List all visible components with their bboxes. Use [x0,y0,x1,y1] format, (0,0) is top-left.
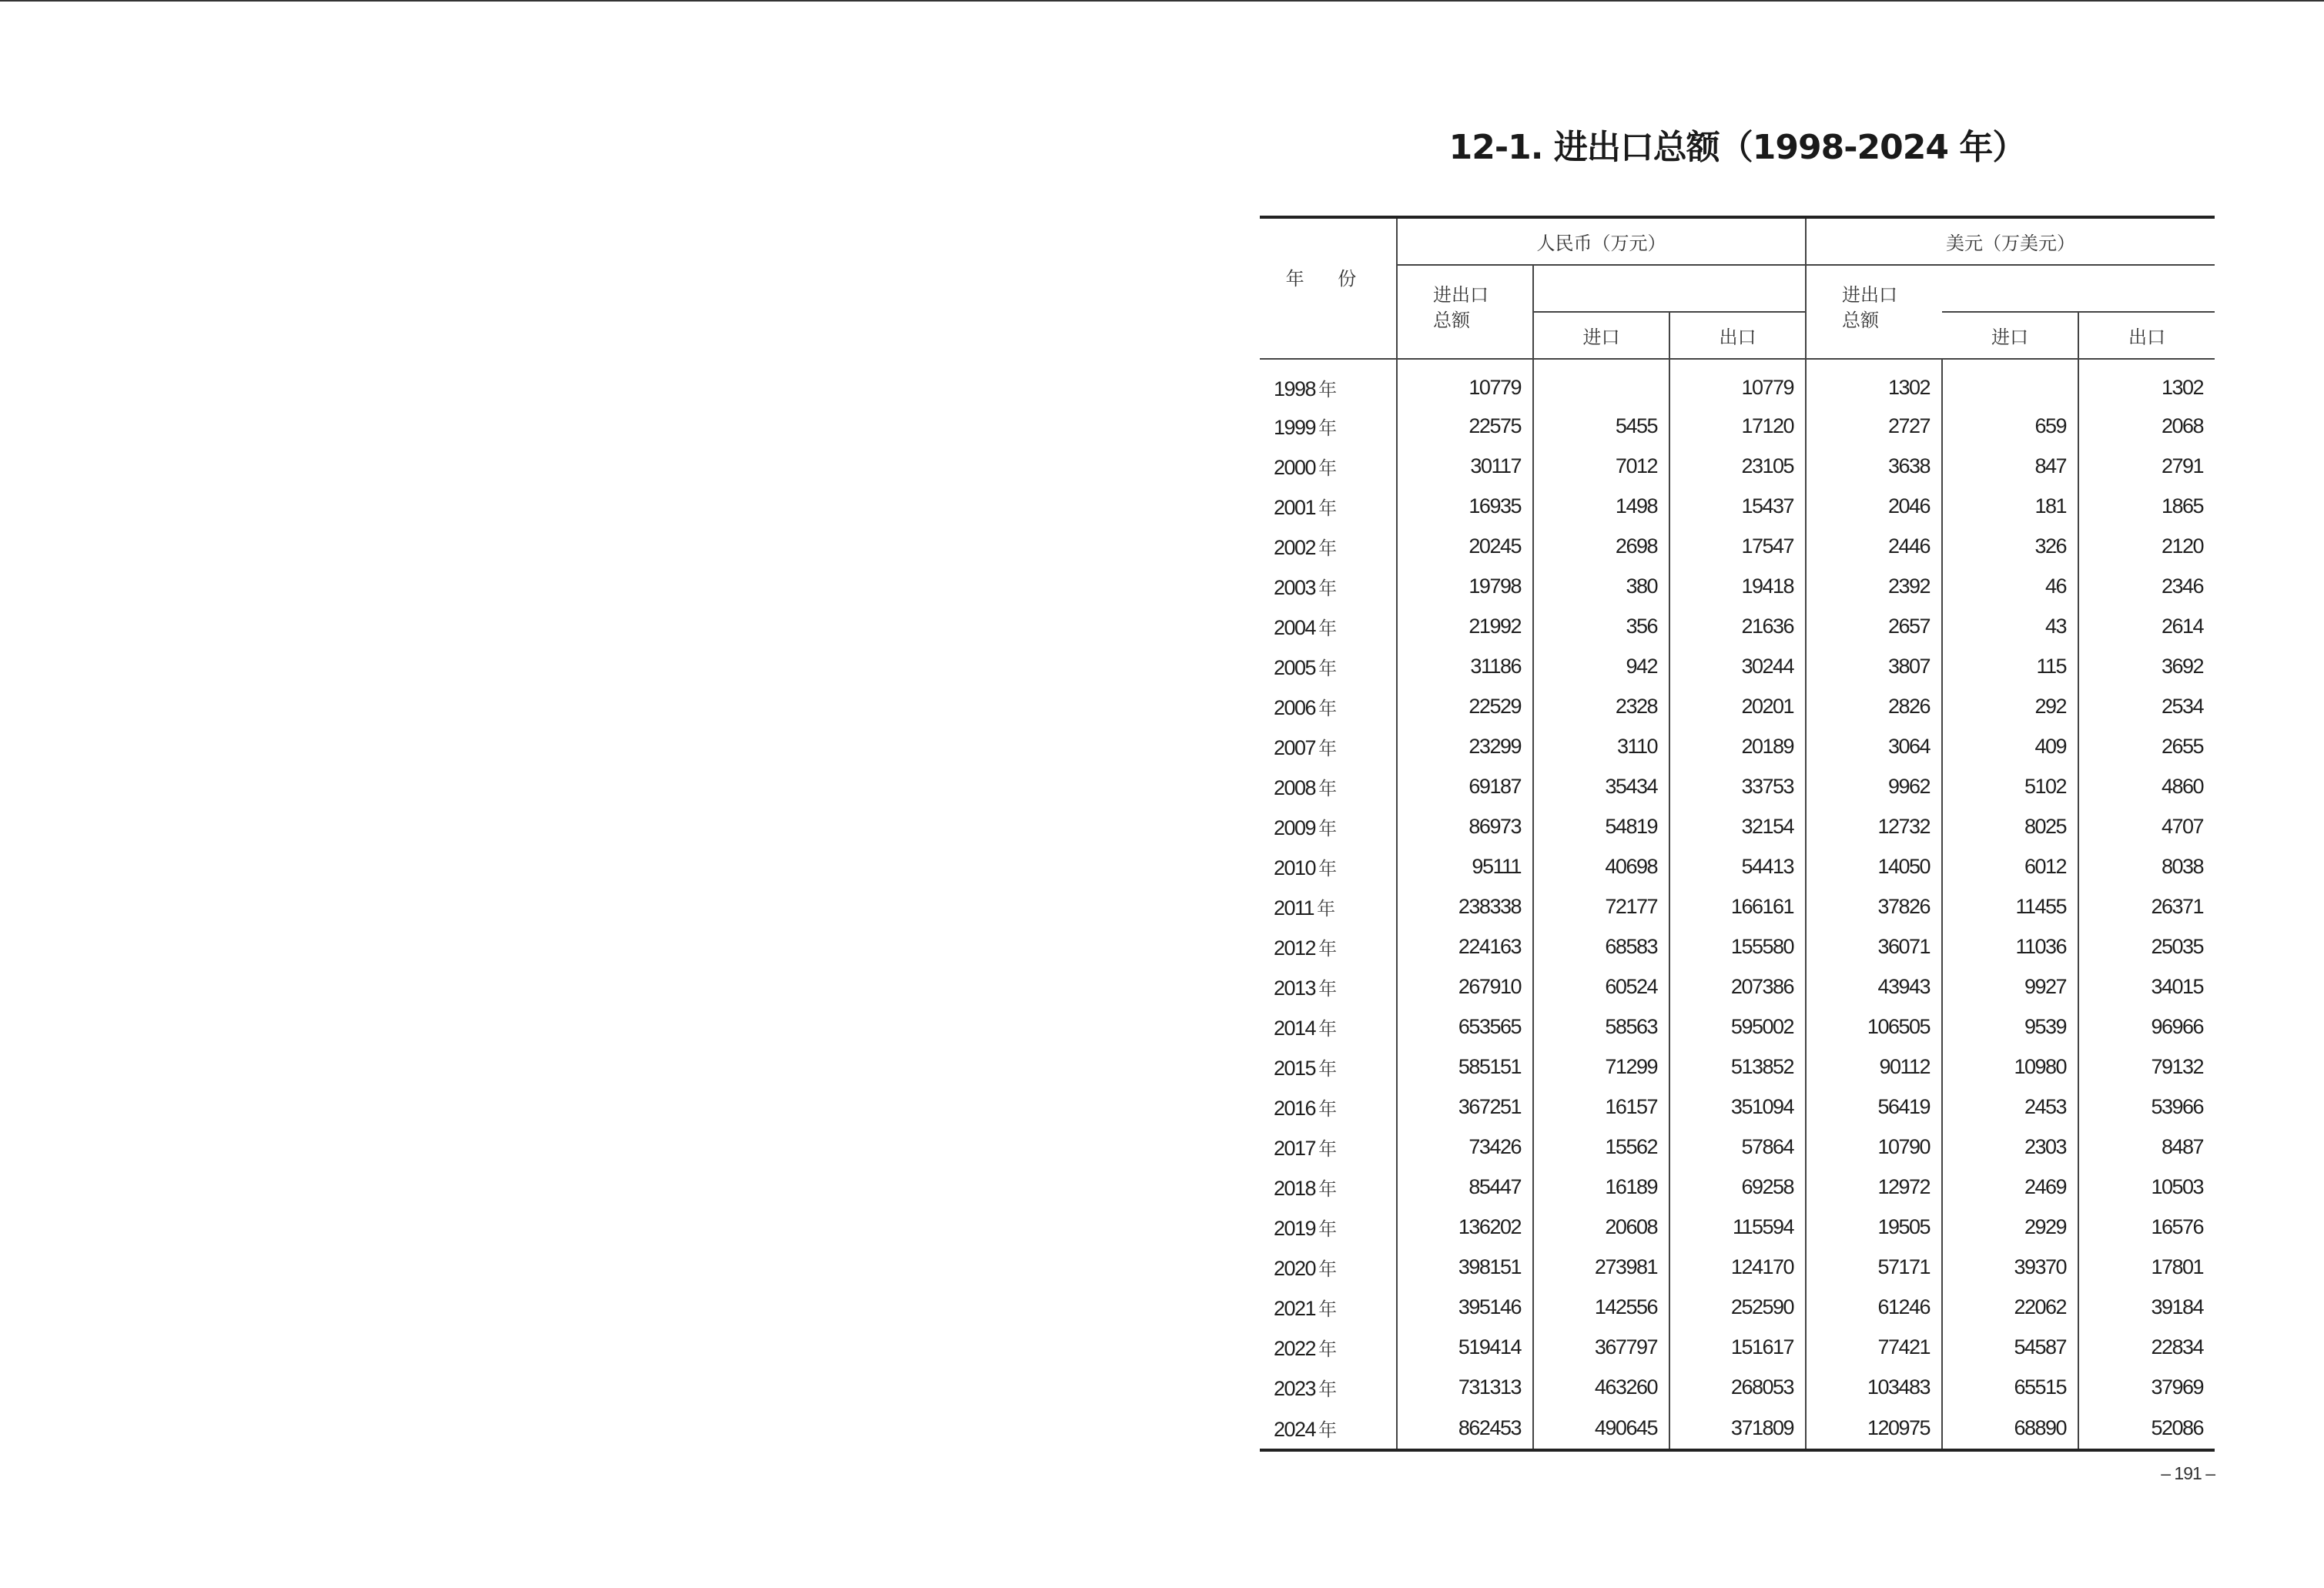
year-cell [1260,1087,1397,1127]
usd-import-cell: 22062 [1942,1287,2078,1327]
rmb-import-cell: 5455 [1533,406,1669,446]
year-unit: 年 [1318,1378,1338,1400]
rmb-import-cell [1533,359,1669,406]
rmb-export-cell: 207386 [1669,967,1806,1007]
usd-import-cell: 5102 [1942,766,2078,806]
usd-total-cell: 9962 [1806,766,1942,806]
usd-export-cell: 39184 [2151,1295,2204,1318]
rmb-total-cell: 22575 [1397,406,1533,446]
rmb-import-cell: 2328 [1533,686,1669,726]
table-row [1260,1167,2215,1207]
usd-export-cell: 2120 [2161,534,2204,558]
year-value: 2024 [1274,1417,1316,1441]
rmb-import-cell: 1498 [1533,486,1669,526]
year-value: 2014 [1274,1016,1316,1040]
year-value: 2018 [1274,1176,1316,1200]
year-value: 2008 [1274,776,1316,799]
usd-import-cell: 2469 [1942,1167,2078,1207]
table-row [1260,846,2215,886]
rmb-export-cell: 252590 [1669,1287,1806,1327]
year-unit: 年 [1318,617,1338,639]
rmb-total-cell: 31186 [1397,646,1533,686]
page-number: – 191 – [2161,1463,2215,1483]
year-unit: 年 [1318,737,1338,759]
year-unit: 年 [1318,1218,1338,1240]
rmb-export-cell: 595002 [1669,1007,1806,1047]
year-unit: 年 [1318,378,1338,400]
year-cell [1260,1407,1397,1450]
rmb-total-cell: 30117 [1397,446,1533,486]
rmb-total-cell: 519414 [1397,1327,1533,1367]
rmb-total-header [1397,265,1533,359]
rmb-import-cell: 35434 [1533,766,1669,806]
usd-total-header-line2: 总额 [1842,310,1880,331]
table-row [1260,806,2215,846]
rmb-total-cell: 367251 [1397,1087,1533,1127]
table-row [1260,446,2215,486]
rmb-total-cell: 398151 [1397,1247,1533,1287]
usd-total-cell: 61246 [1806,1287,1942,1327]
year-value: 2013 [1274,976,1316,1000]
trade-table [1260,216,2215,1452]
year-cell [1260,846,1397,886]
rmb-import-cell: 380 [1533,566,1669,606]
year-cell [1260,686,1397,726]
year-unit: 年 [1318,497,1338,519]
usd-export-cell: 34015 [2151,974,2204,998]
rmb-total-cell: 69187 [1397,766,1533,806]
year-cell [1260,1247,1397,1287]
year-cell [1260,806,1397,846]
year-unit: 年 [1318,1137,1338,1160]
year-value: 2021 [1274,1296,1316,1320]
rmb-export-cell: 124170 [1669,1247,1806,1287]
usd-import-cell: 10980 [1942,1047,2078,1087]
rmb-total-cell: 136202 [1397,1207,1533,1247]
usd-import-cell: 9927 [1942,967,2078,1007]
rmb-export-cell: 151617 [1669,1327,1806,1367]
year-value: 2012 [1274,936,1316,960]
usd-import-cell: 409 [1942,726,2078,766]
year-value: 2011 [1274,896,1314,920]
table-row [1260,1127,2215,1167]
usd-export-header: 出口 [2078,312,2215,359]
rmb-import-cell: 72177 [1533,886,1669,926]
rmb-export-cell: 115594 [1669,1207,1806,1247]
usd-total-cell: 19505 [1806,1207,1942,1247]
usd-total-cell: 2826 [1806,686,1942,726]
rmb-import-cell: 2698 [1533,526,1669,566]
year-unit: 年 [1318,1178,1338,1200]
usd-import-cell: 11455 [1942,886,2078,926]
rmb-import-cell: 54819 [1533,806,1669,846]
usd-total-header-line1: 进出口 [1842,284,1898,306]
usd-total-cell: 57171 [1806,1247,1942,1287]
usd-import-cell: 2453 [1942,1087,2078,1127]
rmb-export-cell: 19418 [1669,566,1806,606]
year-cell [1260,646,1397,686]
year-cell [1260,359,1397,406]
rmb-import-cell: 40698 [1533,846,1669,886]
year-unit: 年 [1318,657,1338,679]
rmb-total-cell: 224163 [1397,926,1533,967]
year-unit: 年 [1318,1338,1338,1360]
usd-export-cell: 8487 [2161,1134,2204,1158]
usd-total-cell: 2727 [1806,406,1942,446]
table-row [1260,646,2215,686]
rmb-total-cell: 585151 [1397,1047,1533,1087]
top-border-line [0,0,2324,2]
rmb-total-cell: 238338 [1397,886,1533,926]
usd-total-cell: 56419 [1806,1087,1942,1127]
usd-import-cell: 11036 [1942,926,2078,967]
usd-total-cell: 90112 [1806,1047,1942,1087]
rmb-total-cell: 95111 [1397,846,1533,886]
rmb-export-cell: 33753 [1669,766,1806,806]
usd-import-cell: 2929 [1942,1207,2078,1247]
year-unit: 年 [1318,417,1338,439]
year-unit: 年 [1318,1017,1338,1040]
table-row [1260,406,2215,446]
usd-total-cell: 2392 [1806,566,1942,606]
usd-import-cell: 39370 [1942,1247,2078,1287]
table-row [1260,766,2215,806]
usd-export-cell: 37969 [2151,1375,2204,1399]
usd-export-cell: 53966 [2151,1094,2204,1118]
table-row [1260,1247,2215,1287]
rmb-export-cell: 17547 [1669,526,1806,566]
year-unit: 年 [1318,777,1338,799]
rmb-total-cell: 73426 [1397,1127,1533,1167]
year-value: 2010 [1274,856,1316,879]
year-cell [1260,406,1397,446]
table-row [1260,606,2215,646]
rmb-total-cell: 86973 [1397,806,1533,846]
rmb-export-cell: 371809 [1669,1407,1806,1450]
year-unit: 年 [1318,697,1338,719]
year-unit: 年 [1318,537,1338,559]
year-value: 2000 [1274,455,1316,479]
rmb-import-cell: 7012 [1533,446,1669,486]
year-column-header: 年 份 [1260,217,1397,359]
usd-total-cell: 106505 [1806,1007,1942,1047]
usd-import-cell [1942,359,2078,406]
rmb-total-cell: 20245 [1397,526,1533,566]
rmb-export-cell: 166161 [1669,886,1806,926]
year-value: 2023 [1274,1376,1316,1400]
usd-import-cell: 8025 [1942,806,2078,846]
year-value: 2016 [1274,1096,1316,1120]
rmb-import-cell: 273981 [1533,1247,1669,1287]
usd-total-cell: 12972 [1806,1167,1942,1207]
usd-total-cell: 10790 [1806,1127,1942,1167]
usd-total-cell: 3064 [1806,726,1942,766]
usd-export-cell: 1865 [2161,494,2204,518]
year-cell [1260,726,1397,766]
usd-export-cell: 1302 [2161,375,2204,399]
rmb-export-cell: 155580 [1669,926,1806,967]
year-unit: 年 [1318,1298,1338,1320]
year-value: 2017 [1274,1136,1316,1160]
rmb-total-cell: 267910 [1397,967,1533,1007]
usd-export-cell: 96966 [2151,1014,2204,1038]
usd-total-cell: 1302 [1806,359,1942,406]
usd-export-cell: 2614 [2161,614,2204,638]
usd-total-cell: 12732 [1806,806,1942,846]
year-cell [1260,1127,1397,1167]
usd-total-header [1806,265,1942,359]
table-row [1260,886,2215,926]
rmb-import-cell: 490645 [1533,1407,1669,1450]
rmb-export-cell: 351094 [1669,1087,1806,1127]
rmb-total-cell: 16935 [1397,486,1533,526]
usd-export-cell: 25035 [2151,934,2204,958]
year-unit: 年 [1318,1057,1338,1080]
usd-import-cell: 65515 [1942,1367,2078,1407]
usd-import-header: 进口 [1942,312,2078,359]
usd-export-cell: 4860 [2161,774,2204,798]
rmb-import-cell: 58563 [1533,1007,1669,1047]
table-row [1260,1367,2215,1407]
rmb-group-header: 人民币（万元） [1397,217,1806,265]
year-unit: 年 [1318,577,1338,599]
year-value: 2019 [1274,1216,1316,1240]
table-row [1260,1047,2215,1087]
usd-export-cell: 2068 [2161,414,2204,437]
usd-import-cell: 54587 [1942,1327,2078,1367]
usd-import-cell: 6012 [1942,846,2078,886]
year-value: 2005 [1274,655,1316,679]
usd-import-cell: 46 [1942,566,2078,606]
rmb-import-cell: 3110 [1533,726,1669,766]
rmb-total-cell: 731313 [1397,1367,1533,1407]
rmb-import-cell: 15562 [1533,1127,1669,1167]
usd-export-cell: 2655 [2161,734,2204,758]
rmb-export-cell: 30244 [1669,646,1806,686]
year-value: 2001 [1274,495,1316,519]
usd-total-cell: 2657 [1806,606,1942,646]
rmb-total-header-line2: 总额 [1433,310,1470,331]
rmb-export-cell: 23105 [1669,446,1806,486]
year-cell [1260,1367,1397,1407]
usd-total-cell: 37826 [1806,886,1942,926]
rmb-total-cell: 653565 [1397,1007,1533,1047]
usd-import-cell: 292 [1942,686,2078,726]
usd-export-cell: 26371 [2151,894,2204,918]
usd-total-cell: 2446 [1806,526,1942,566]
year-cell [1260,526,1397,566]
rmb-export-cell: 54413 [1669,846,1806,886]
rmb-total-cell: 10779 [1397,359,1533,406]
year-value: 1999 [1274,415,1316,439]
table-row [1260,1087,2215,1127]
year-cell [1260,486,1397,526]
year-value: 1998 [1274,377,1316,400]
table-body [1260,359,2215,1450]
rmb-export-cell: 21636 [1669,606,1806,646]
usd-export-cell: 2346 [2161,574,2204,598]
year-value: 2002 [1274,535,1316,559]
rmb-export-cell: 20189 [1669,726,1806,766]
year-cell [1260,446,1397,486]
usd-import-cell: 847 [1942,446,2078,486]
year-cell [1260,1007,1397,1047]
rmb-total-header-line1: 进出口 [1433,284,1488,306]
usd-export-cell: 3692 [2161,654,2204,678]
year-unit: 年 [1318,977,1338,1000]
rmb-export-cell: 15437 [1669,486,1806,526]
year-unit: 年 [1318,457,1338,479]
year-cell [1260,1167,1397,1207]
trade-table-container [1260,216,2215,1452]
usd-export-cell: 8038 [2161,854,2204,878]
year-value: 2003 [1274,575,1316,599]
usd-group-header: 美元（万美元） [1806,217,2215,265]
year-unit: 年 [1318,1097,1338,1120]
year-unit: 年 [1318,1258,1338,1280]
table-row [1260,1327,2215,1367]
rmb-import-cell: 16157 [1533,1087,1669,1127]
year-cell [1260,1047,1397,1087]
year-cell [1260,967,1397,1007]
rmb-export-header: 出口 [1669,312,1806,359]
rmb-total-cell: 85447 [1397,1167,1533,1207]
table-row [1260,486,2215,526]
year-cell [1260,1327,1397,1367]
year-cell [1260,926,1397,967]
usd-export-cell: 79132 [2151,1054,2204,1078]
table-row [1260,967,2215,1007]
rmb-total-cell: 22529 [1397,686,1533,726]
year-cell [1260,766,1397,806]
usd-total-cell: 3807 [1806,646,1942,686]
usd-import-cell: 2303 [1942,1127,2078,1167]
usd-export-cell: 16576 [2151,1214,2204,1238]
usd-export-cell: 10503 [2151,1174,2204,1198]
year-cell [1260,606,1397,646]
rmb-export-cell: 69258 [1669,1167,1806,1207]
rmb-total-cell: 21992 [1397,606,1533,646]
rmb-export-cell: 10779 [1669,359,1806,406]
year-unit: 年 [1318,1419,1338,1441]
usd-export-cell: 52086 [2078,1407,2215,1450]
usd-export-cell: 22834 [2151,1335,2204,1359]
rmb-import-cell: 142556 [1533,1287,1669,1327]
year-cell [1260,566,1397,606]
usd-total-cell: 120975 [1806,1407,1942,1450]
rmb-import-cell: 20608 [1533,1207,1669,1247]
usd-import-cell: 181 [1942,486,2078,526]
usd-total-cell: 2046 [1806,486,1942,526]
usd-import-cell: 68890 [1942,1407,2078,1450]
usd-export-cell: 2534 [2161,694,2204,718]
rmb-import-cell: 463260 [1533,1367,1669,1407]
rmb-import-cell: 60524 [1533,967,1669,1007]
year-value: 2007 [1274,735,1316,759]
rmb-import-header: 进口 [1533,312,1669,359]
rmb-total-cell: 19798 [1397,566,1533,606]
usd-total-cell: 103483 [1806,1367,1942,1407]
rmb-import-cell: 356 [1533,606,1669,646]
usd-sub-spacer [1942,265,2215,312]
usd-import-cell: 115 [1942,646,2078,686]
year-value: 2004 [1274,615,1316,639]
rmb-export-cell: 513852 [1669,1047,1806,1087]
year-unit: 年 [1317,897,1336,920]
rmb-import-cell: 71299 [1533,1047,1669,1087]
usd-import-cell: 326 [1942,526,2078,566]
page-title: 12-1. 进出口总额（1998-2024 年） [1448,128,2026,167]
usd-total-cell: 36071 [1806,926,1942,967]
table-row [1260,1287,2215,1327]
year-value: 2006 [1274,695,1316,719]
usd-export-cell: 4707 [2161,814,2204,838]
year-unit: 年 [1318,937,1338,960]
usd-import-cell: 43 [1942,606,2078,646]
usd-total-cell: 14050 [1806,846,1942,886]
year-cell [1260,1287,1397,1327]
rmb-import-cell: 367797 [1533,1327,1669,1367]
year-unit: 年 [1318,817,1338,839]
usd-total-cell: 3638 [1806,446,1942,486]
usd-export-cell: 2791 [2161,454,2204,477]
rmb-import-cell: 16189 [1533,1167,1669,1207]
year-value: 2022 [1274,1336,1316,1360]
table-row [1260,926,2215,967]
table-row [1260,1207,2215,1247]
rmb-export-cell: 17120 [1669,406,1806,446]
year-cell [1260,1207,1397,1247]
rmb-total-cell: 862453 [1397,1407,1533,1450]
year-value: 2020 [1274,1256,1316,1280]
rmb-export-cell: 20201 [1669,686,1806,726]
usd-total-cell: 77421 [1806,1327,1942,1367]
rmb-export-cell: 32154 [1669,806,1806,846]
table-row [1260,1007,2215,1047]
year-cell [1260,886,1397,926]
rmb-export-cell: 268053 [1669,1367,1806,1407]
table-row [1260,566,2215,606]
rmb-total-cell: 395146 [1397,1287,1533,1327]
table-row [1260,686,2215,726]
rmb-import-cell: 942 [1533,646,1669,686]
table-row [1260,726,2215,766]
year-value: 2009 [1274,816,1316,839]
usd-export-cell: 17801 [2151,1255,2204,1278]
usd-import-cell: 659 [1942,406,2078,446]
table-row [1260,526,2215,566]
rmb-import-cell: 68583 [1533,926,1669,967]
year-unit: 年 [1318,857,1338,879]
usd-import-cell: 9539 [1942,1007,2078,1047]
year-value: 2015 [1274,1056,1316,1080]
table-row [1260,359,2215,406]
usd-total-cell: 43943 [1806,967,1942,1007]
table-row [1260,1407,2215,1450]
rmb-total-cell: 23299 [1397,726,1533,766]
rmb-export-cell: 57864 [1669,1127,1806,1167]
rmb-sub-spacer [1533,265,1806,312]
